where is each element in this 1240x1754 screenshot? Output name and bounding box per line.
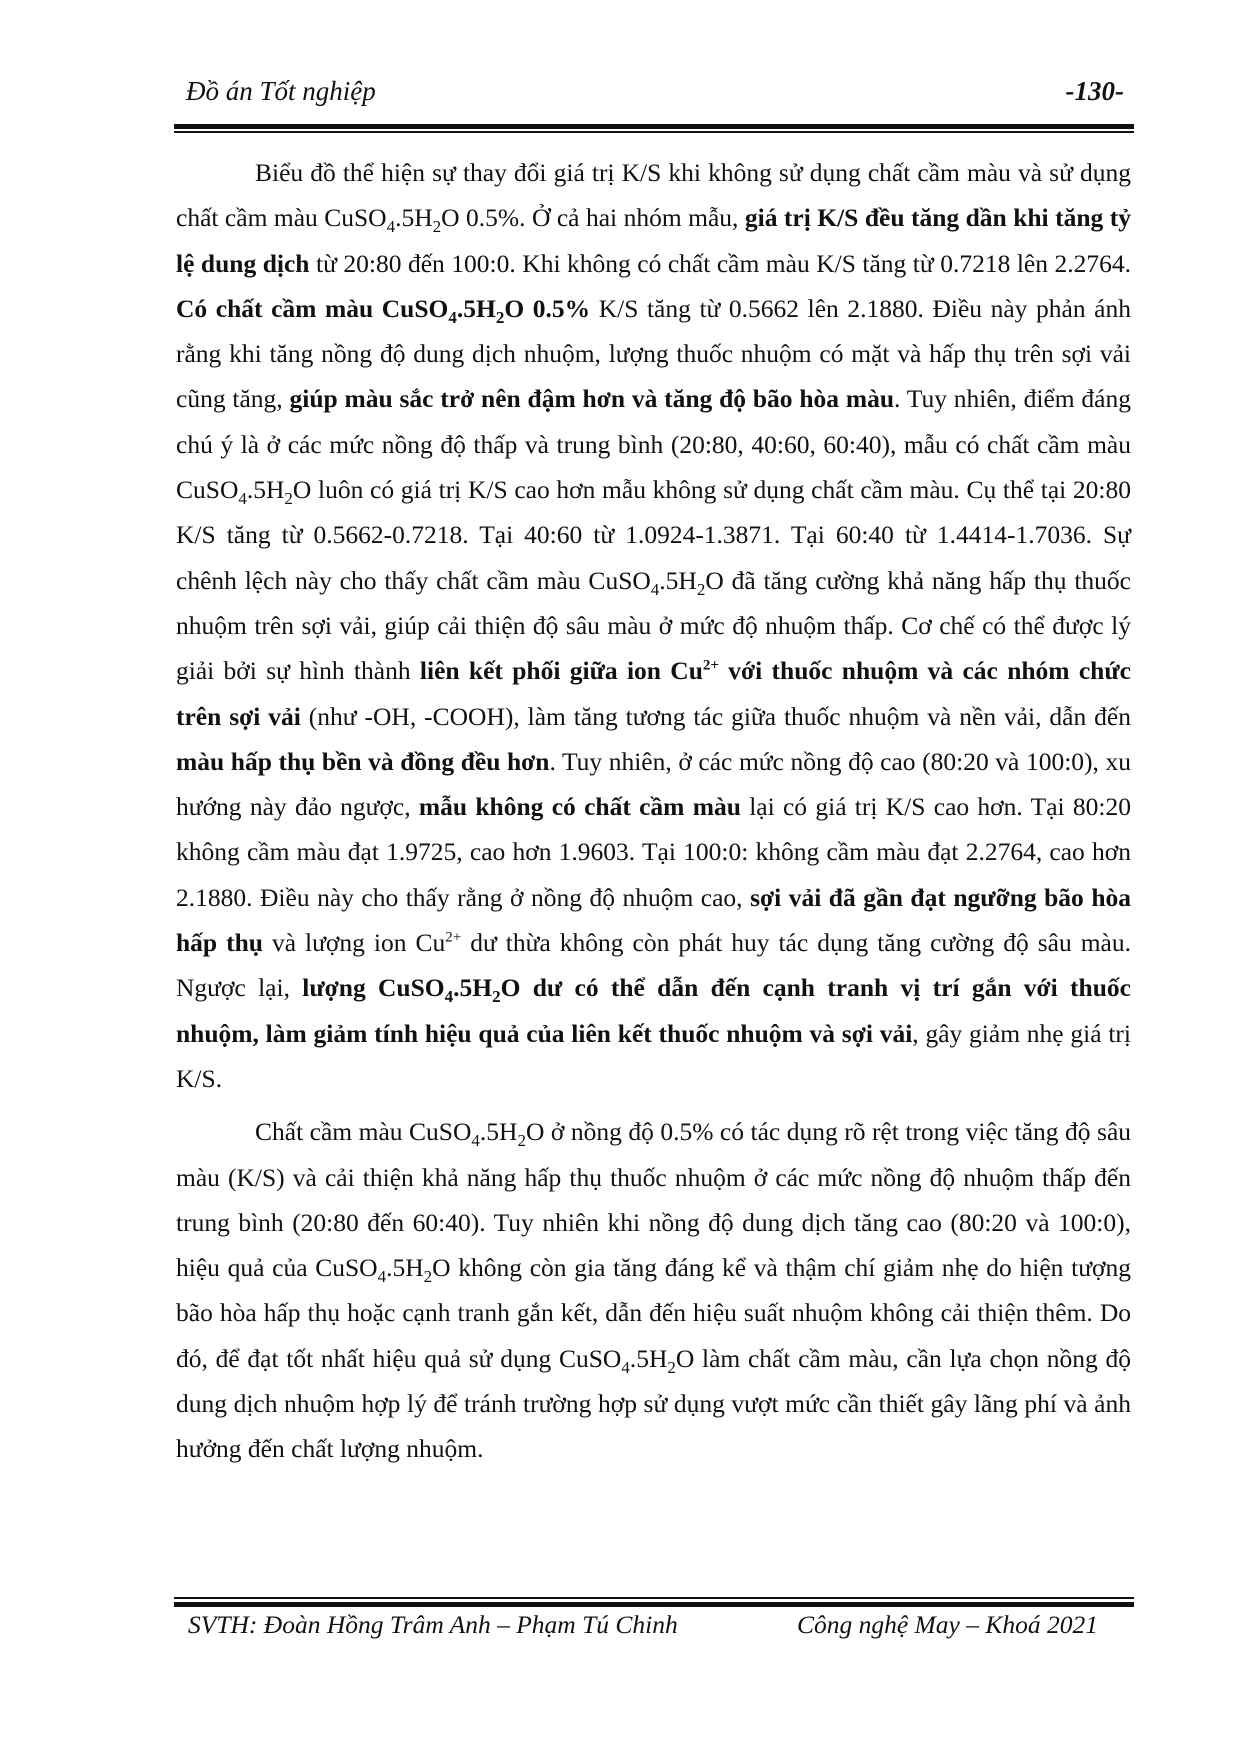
paragraph-2: Chất cầm màu $CuSO_4.5H_2O$ ở nồng độ 0.5% có tác dụng rõ rệt trong việc tăng độ sâu màu (K/S) và cải thiện khả năng hấp thụ thuốc nhuộm ở các mức nồng độ nhuộm thấp đến trung bình (20:80 đến 60:40). Tuy nhiên khi nồng độ dung dịch tăng cao (80:20 và 100:0), hiệu quả của $CuSO_4.5H_2O$ không còn gia tăng đáng kể và thậm chí giảm nhẹ do hiện tượng bão hòa hấp thụ hoặc cạnh tranh gắn kết, dẫn đến hiệu suất nhuộm không cải thiện thêm. Do đó, để đạt tốt nhất hiệu quả sử dụng $CuSO_4.5H_2O$ làm chất cầm màu, cần lựa chọn nồng độ dung dịch nhuộm hợp lý để tránh trường hợp sử dụng vượt mức cần thiết gây lãng phí và ảnh hưởng đến chất lượng nhuộm.	[176, 1117, 1132, 1464]
footer-authors: SVTH: Đoàn Hồng Trâm Anh – Phạm Tú Chinh	[188, 1610, 678, 1639]
footer-rule-thick	[174, 1602, 1134, 1607]
footer-rule-thin	[174, 1597, 1134, 1599]
paragraph-1: Biểu đồ thể hiện sự thay đổi giá trị K/S khi không sử dụng chất cầm màu và sử dụng chất cầm màu $CuSO_4.5H_2O$ 0.5%. Ở cả hai nhóm mẫu, giá trị K/S đều tăng dần khi tăng tỷ lệ dung dịch từ 20:80 đến 100:0. Khi không có chất cầm màu K/S tăng từ 0.7218 lên 2.2764. Có chất cầm màu $CuSO_4.5H_2O$ 0.5% K/S tăng từ 0.5662 lên 2.1880. Điều này phản ánh rằng khi tăng nồng độ dung dịch nhuộm, lượng thuốc nhuộm có mặt và hấp thụ trên sợi vải cũng tăng, giúp màu sắc trở nên đậm hơn và tăng độ bão hòa màu. Tuy nhiên, điểm đáng chú ý là ở các mức nồng độ thấp và trung bình (20:80, 40:60, 60:40), mẫu có chất cầm màu $CuSO_4.5H_2O$ luôn có giá trị K/S cao hơn mẫu không sử dụng chất cầm màu. Cụ thể tại 20:80 K/S tăng từ 0.5662-0.7218. Tại 40:60 từ 1.0924-1.3871. Tại 60:40 từ 1.4414-1.7036. Sự chênh lệch này cho thấy chất cầm màu $CuSO_4.5H_2O$ đã tăng cường khả năng hấp thụ thuốc nhuộm trên sợi vải, giúp cải thiện độ sâu màu ở mức độ nhuộm thấp. Cơ chế có thể được lý giải bởi sự hình thành liên kết phối giữa ion $Cu^{2+}$ với thuốc nhuộm và các nhóm chức trên sợi vải (như -OH, -COOH), làm tăng tương tác giữa thuốc nhuộm và nền vải, dẫn đến màu hấp thụ bền và đồng đều hơn. Tuy nhiên, ở các mức nồng độ cao (80:20 và 100:0), xu hướng này đảo ngược, mẫu không có chất cầm màu lại có giá trị K/S cao hơn. Tại 80:20 không cầm màu đạt 1.9725, cao hơn 1.9603. Tại 100:0: không cầm màu đạt 2.2764, cao hơn 2.1880. Điều này cho thấy rằng ở nồng độ nhuộm cao, sợi vải đã gần đạt ngưỡng bão hòa hấp thụ và lượng ion $Cu^{2+}$ dư thừa không còn phát huy tác dụng tăng cường độ sâu màu. Ngược lại, lượng $CuSO_4.5H_2O$ dư có thể dẫn đến cạnh tranh vị trí gắn với thuốc nhuộm, làm giảm tính hiệu quả của liên kết thuốc nhuộm và sợi vải, gây giảm nhẹ giá trị K/S.	[176, 158, 1132, 1093]
page-footer	[174, 1610, 1134, 1650]
header-rule-thick	[174, 124, 1134, 129]
page-number: -130-	[1065, 76, 1124, 106]
body-text	[176, 150, 1131, 1472]
header-rule-thin	[174, 131, 1134, 133]
footer-program: Công nghệ May – Khoá 2021	[796, 1610, 1098, 1639]
page-header	[174, 70, 1134, 110]
document-title: Đồ án Tốt nghiệp	[186, 76, 376, 106]
